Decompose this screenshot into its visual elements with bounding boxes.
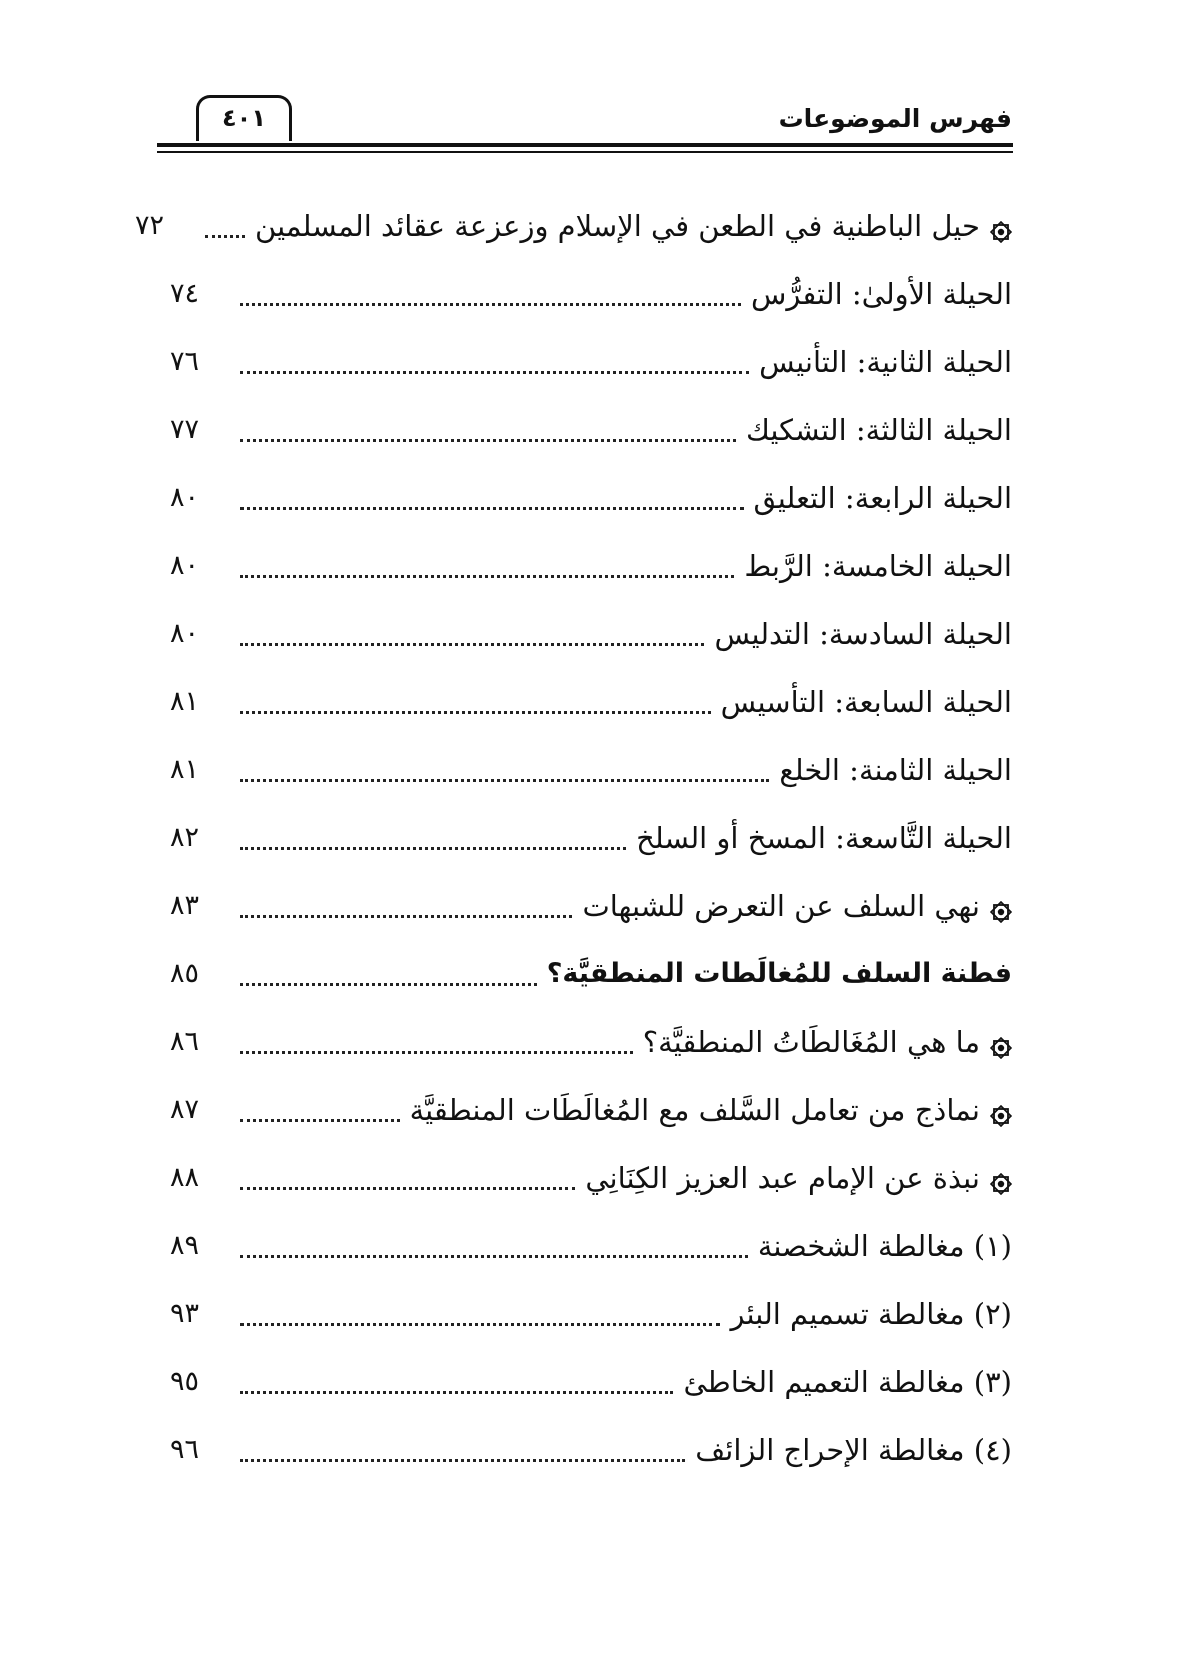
toc-entry[interactable] [170, 396, 1012, 464]
toc-entry-title [714, 616, 1012, 652]
toc-entry[interactable] [170, 940, 1012, 1008]
toc-entry-page: ٨٧ [170, 1094, 200, 1125]
toc-entry[interactable] [170, 736, 1012, 804]
toc-entry-page: ٨٠ [170, 482, 200, 513]
toc-entry-page: ٨٠ [170, 550, 200, 581]
toc-entry-page: ٩٥ [170, 1366, 200, 1397]
toc-entry-title [683, 1364, 1012, 1400]
dot-leader [240, 983, 537, 986]
dot-leader [240, 779, 769, 782]
toc-entry-page: ٨٠ [170, 618, 200, 649]
octagram-bullet-icon [990, 1031, 1012, 1053]
toc-entry[interactable] [170, 328, 1012, 396]
toc-entry-text: حيل الباطنية في الطعن في الإسلام وزعزعة عقائد المسلمين [255, 209, 980, 243]
toc-entry-page: ٩٦ [170, 1434, 200, 1465]
toc-entry[interactable] [170, 1280, 1012, 1348]
header-rule-thick [157, 143, 1013, 147]
toc-entry-text: الحيلة الرابعة: التعليق [753, 481, 1012, 515]
toc-entry-page: ٨٩ [170, 1230, 200, 1261]
toc-entry[interactable] [170, 1076, 1012, 1144]
toc-entry-text: (٣) مغالطة التعميم الخاطئ [683, 1365, 1012, 1399]
dot-leader [240, 643, 704, 646]
toc-entry-text: الحيلة الثانية: التأنيس [759, 345, 1012, 379]
toc-entry-title [410, 1092, 1012, 1128]
toc-entry-title [636, 820, 1012, 856]
dot-leader [240, 1255, 748, 1258]
toc-entry-title [643, 1024, 1012, 1060]
toc-entry-title [255, 208, 1012, 244]
dot-leader [240, 1187, 575, 1190]
toc-entry-text: الحيلة الثالثة: التشكيك [745, 413, 1012, 447]
toc-entry-title [759, 344, 1012, 380]
toc-entry-title [779, 752, 1012, 788]
toc-entry-text: الحيلة التَّاسعة: المسخ أو السلخ [636, 821, 1012, 855]
dot-leader [240, 711, 711, 714]
octagram-bullet-icon [990, 895, 1012, 917]
octagram-bullet-icon [990, 215, 1012, 237]
page-header [0, 0, 1182, 160]
toc-entry-page: ٧٢ [135, 210, 165, 241]
toc-entry-text: ما هي المُغَالطَاتُ المنطقيَّة؟ [642, 1025, 980, 1059]
toc-entry[interactable] [170, 1348, 1012, 1416]
toc-entry-text: فطنة السلف للمُغالَطات المنطقيَّة؟ [546, 958, 1012, 989]
toc-entry-page: ٨١ [170, 686, 200, 717]
toc-entry-title [758, 1228, 1012, 1264]
dot-leader [240, 303, 741, 306]
toc-entry-title [695, 1432, 1012, 1468]
toc-entry-title [751, 276, 1012, 312]
dot-leader [240, 1323, 720, 1326]
header-rule-thin [157, 151, 1013, 153]
toc-entry[interactable] [170, 804, 1012, 872]
dot-leader [240, 1459, 685, 1462]
toc-entry-text: (٤) مغالطة الإحراج الزائف [695, 1433, 1012, 1467]
toc-entry[interactable] [170, 668, 1012, 736]
toc-entry-page: ٧٦ [170, 346, 200, 377]
dot-leader [240, 439, 736, 442]
octagram-bullet-icon [990, 1099, 1012, 1121]
dot-leader [240, 915, 572, 918]
toc-entry-title [721, 684, 1012, 720]
toc-entry-title [754, 480, 1012, 516]
toc-entry-text: الحيلة الخامسة: الرَّبط [744, 549, 1012, 583]
toc-entry-title [744, 548, 1012, 584]
dot-leader [240, 575, 734, 578]
toc-entry-text: نهي السلف عن التعرض للشبهات [582, 889, 980, 923]
toc-entry[interactable] [170, 464, 1012, 532]
toc-entry-text: (١) مغالطة الشخصنة [757, 1229, 1012, 1263]
page-number: ٤٠١ [196, 95, 292, 141]
toc-entry-text: الحيلة الثامنة: الخلع [779, 753, 1012, 787]
toc-entry-text: الحيلة السابعة: التأسيس [720, 685, 1012, 719]
toc-entry-title [547, 956, 1012, 992]
toc-entry-page: ٨٥ [170, 958, 200, 989]
toc-entry-page: ٩٣ [170, 1298, 200, 1329]
toc-entry[interactable] [170, 1212, 1012, 1280]
toc-entry-title [746, 412, 1012, 448]
toc-entry-page: ٨٣ [170, 890, 200, 921]
dot-leader [240, 1051, 633, 1054]
toc-entry-title [730, 1296, 1012, 1332]
toc-entry-page: ٨٦ [170, 1026, 200, 1057]
toc-entry[interactable] [170, 600, 1012, 668]
toc-entry-page: ٨١ [170, 754, 200, 785]
dot-leader [240, 371, 749, 374]
toc-entry-page: ٨٨ [170, 1162, 200, 1193]
toc-entry-text: الحيلة الأولىٰ: التفرُّس [750, 277, 1012, 311]
toc-entry-text: (٢) مغالطة تسميم البئر [730, 1297, 1012, 1331]
dot-leader [240, 1119, 400, 1122]
toc-entry-page: ٧٤ [170, 278, 200, 309]
toc-entry-text: نماذج من تعامل السَّلف مع المُغالَطَات المنطقيَّة [409, 1093, 980, 1127]
dot-leader [240, 507, 744, 510]
toc-entry-page: ٨٢ [170, 822, 200, 853]
toc-entry[interactable] [170, 1144, 1012, 1212]
toc-entry-title [582, 888, 1012, 924]
toc-entry-title [585, 1160, 1012, 1196]
toc-entry[interactable] [170, 1416, 1012, 1484]
dot-leader [240, 847, 626, 850]
toc-entry-text: الحيلة السادسة: التدليس [714, 617, 1012, 651]
table-of-contents [135, 192, 1012, 1484]
header-title: فهرس الموضوعات [778, 104, 1012, 133]
octagram-bullet-icon [990, 1167, 1012, 1189]
toc-entry-page: ٧٧ [170, 414, 200, 445]
toc-entry[interactable] [135, 192, 1012, 260]
toc-entry[interactable] [170, 260, 1012, 328]
toc-entry[interactable] [170, 872, 1012, 940]
dot-leader [205, 235, 245, 238]
toc-entry[interactable] [170, 532, 1012, 600]
dot-leader [240, 1391, 673, 1394]
toc-entry-text: نبذة عن الإمام عبد العزيز الكِنَانِي [585, 1161, 980, 1195]
toc-entry[interactable] [170, 1008, 1012, 1076]
